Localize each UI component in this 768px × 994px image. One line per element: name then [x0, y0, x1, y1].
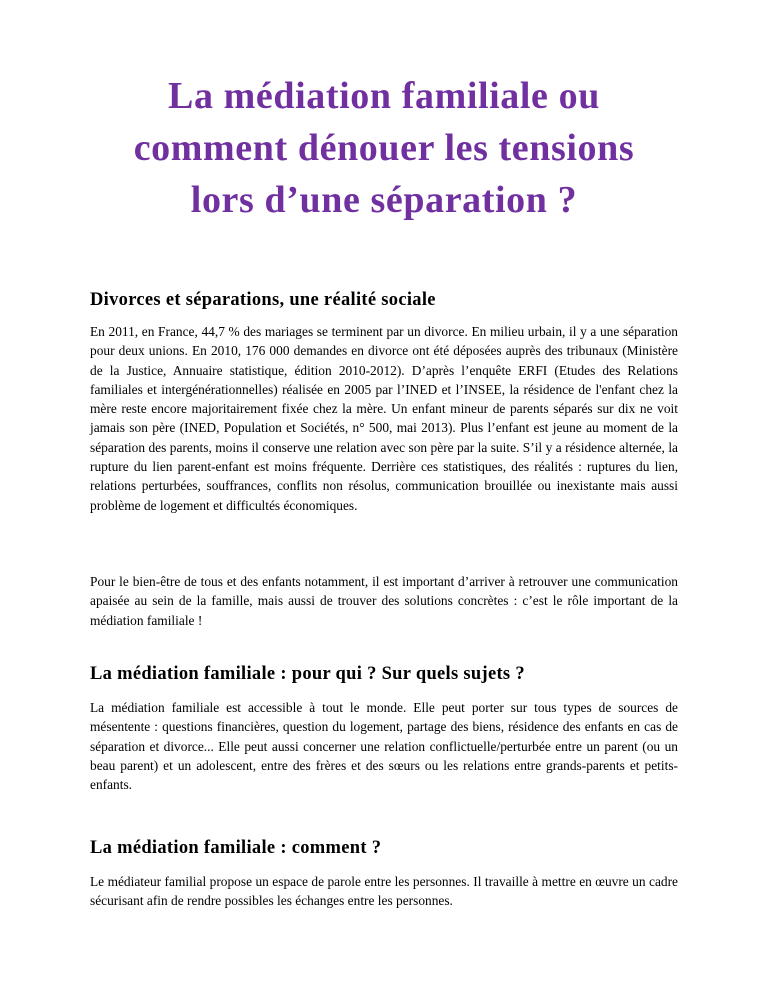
section-heading-divorces: Divorces et séparations, une réalité sociale — [90, 290, 436, 310]
section-heading-how: La médiation familiale : comment ? — [90, 838, 382, 858]
title-line-3: lors d’une séparation ? — [190, 179, 578, 221]
document-title — [90, 70, 678, 226]
paragraph-accessibility: La médiation familiale est accessible à tout le monde. Elle peut porter sur tous types de sources de mésentente : questions financières, question du logement, partage des biens, résidence des enfants en cas de séparation et divorce... Elle peut aussi concerner une relation conflictuelle/perturbée entre un parent (ou un beau parent) et un adolescent, entre des frères et des sœurs ou les relations entre grands-parents et petits-enfants. — [90, 700, 678, 793]
paragraph-mediator-role: Le médiateur familial propose un espace de parole entre les personnes. Il travaille à mettre en œuvre un cadre sécurisant afin de rendre possibles les échanges entre les personnes. — [90, 874, 678, 909]
paragraph-statistics: En 2011, en France, 44,7 % des mariages se terminent par un divorce. En milieu urbain, il y a une séparation pour deux unions. En 2010, 176 000 demandes en divorce ont été déposées auprès des tribunaux (Ministère de la Justice, Annuaire statistique, édition 2010-2012). D’après l’enquête ERFI (Etudes des Relations familiales et intergénérationnelles) réalisée en 2005 par l’INED et l’INSEE, la résidence de l'enfant chez la mère reste encore majoritairement fixée chez la mère. Un enfant mineur de parents séparés sur dix ne voit jamais son père (INED, Population et Sociétés, n° 500, mai 2013). Plus l’enfant est jeune au moment de la séparation des parents, moins il conserve une relation avec son père par la suite. S’il y a résidence alternée, la rupture du lien parent-enfant est moins fréquente. Derrière ces statistiques, des réalités : ruptures du lien, relations perturbées, souffrances, conflits non résolus, communication brouillée ou inexistante mais aussi problème de logement et difficultés économiques. — [90, 324, 678, 513]
section-heading-for-whom: La médiation familiale : pour qui ? Sur quels sujets ? — [90, 664, 525, 684]
title-line-2: comment dénouer les tensions — [133, 127, 635, 169]
paragraph-wellbeing: Pour le bien-être de tous et des enfants notamment, il est important d’arriver à retrouver une communication apaisée au sein de la famille, mais aussi de trouver des solutions concrètes : c’est le rôle important de la médiation familiale ! — [90, 574, 678, 628]
title-line-1: La médiation familiale ou — [168, 75, 600, 117]
